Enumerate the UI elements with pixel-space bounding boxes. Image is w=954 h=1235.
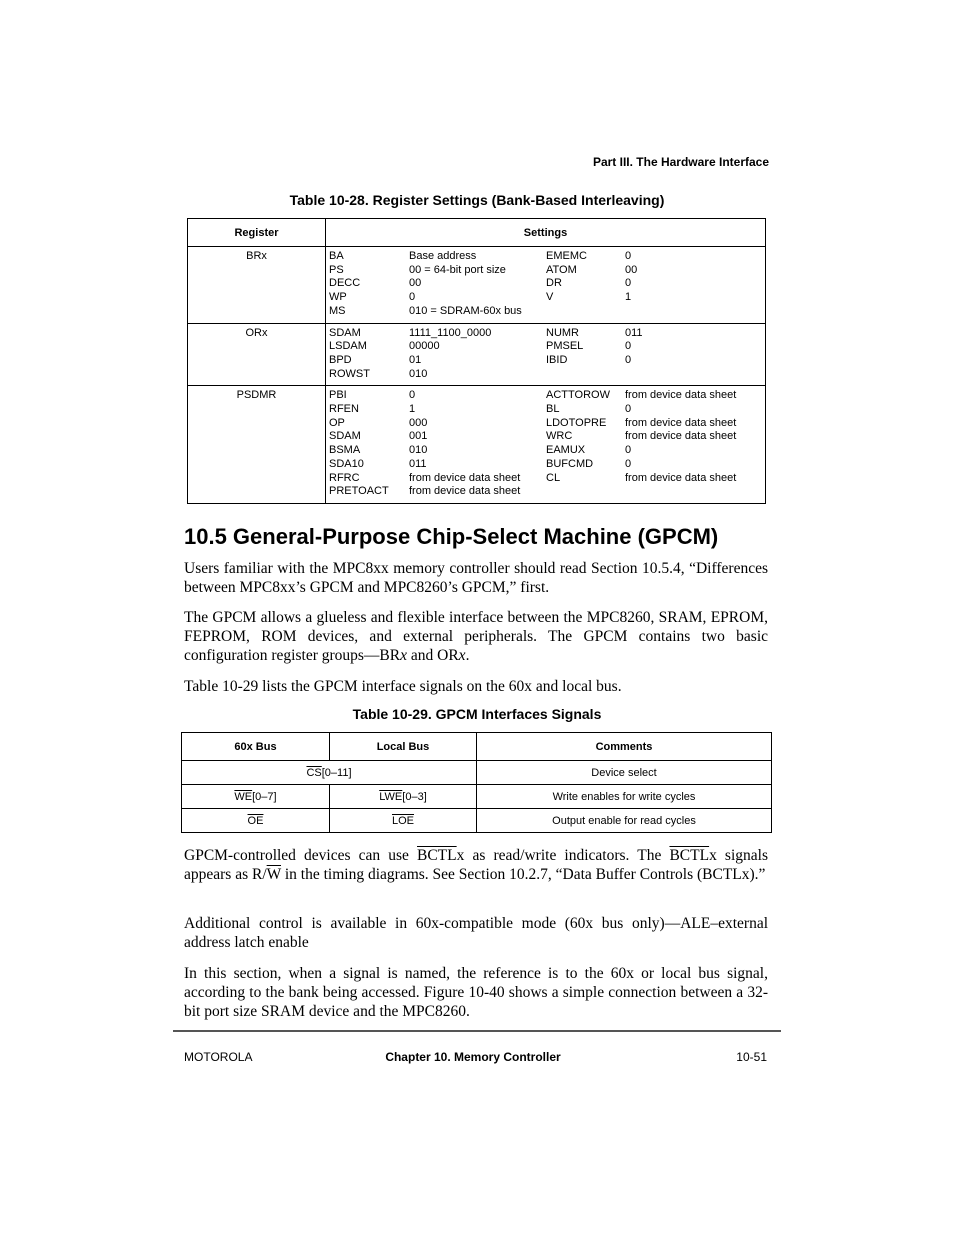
field-value: from device data sheet <box>409 485 521 498</box>
column-header-60x-bus: 60x Bus <box>182 733 330 761</box>
paragraph-gpcm-description <box>184 608 768 665</box>
gpcm-signals-table <box>181 732 772 833</box>
field-name: RFRC <box>329 471 360 484</box>
field-name: V <box>546 291 554 304</box>
table-row <box>182 785 772 809</box>
field-name: BA <box>329 250 344 262</box>
field-name: PMSEL <box>546 340 584 353</box>
section-heading: 10.5 General-Purpose Chip-Select Machine (GPCM) <box>184 524 719 549</box>
field-value: from device data sheet <box>625 471 737 484</box>
table-29-caption: Table 10-29. GPCM Interfaces Signals <box>352 706 602 722</box>
field-value: 001 <box>409 430 428 443</box>
field-name: ATOM <box>546 263 577 276</box>
comment-cell: Write enables for write cycles <box>477 785 772 809</box>
field-name: IBID <box>546 353 568 366</box>
field-value: 00 <box>409 277 422 290</box>
field-name: SDAM <box>329 430 361 443</box>
footer-page-number: 10-51 <box>736 1050 767 1064</box>
signal-cell <box>182 785 330 809</box>
paragraph-signal-naming: In this section, when a signal is named, the reference is to the 60x or local bus signal, according to the bank being accessed. Figure 10-40 shows a simple connection between a 32-bit port size SRAM device and the MPC8260. <box>184 965 768 1020</box>
italic-x: x <box>400 647 407 664</box>
column-header-comments: Comments <box>477 733 772 761</box>
field-value: from device data sheet <box>409 471 521 484</box>
field-value: Base address <box>409 250 477 262</box>
field-value: 1111_1100_0000 <box>409 326 492 339</box>
settings-grid <box>326 389 765 499</box>
paragraph-table-reference: Table 10-29 lists the GPCM interface signals on the 60x and local bus. <box>184 678 622 695</box>
settings-grid <box>326 327 765 382</box>
field-name: BL <box>546 403 560 416</box>
field-value: 010 <box>409 367 428 380</box>
field-name: BUFCMD <box>546 457 594 470</box>
field-value: 01 <box>409 353 422 366</box>
paragraph-intro: Users familiar with the MPC8xx memory controller should read Section 10.5.4, “Differences between MPC8xx’s GPCM and MPC8260’s GPCM,” first. <box>184 560 768 596</box>
signal-loe: $\overline{LOE}$ <box>391 814 414 827</box>
paragraph-text: x as read/write indicators. The <box>456 847 670 864</box>
field-name: PRETOACT <box>329 485 389 498</box>
field-value <box>625 305 765 319</box>
signal-cell <box>182 761 477 785</box>
field-value: 0 <box>625 457 632 470</box>
signal-suffix: [0–3] <box>402 790 427 803</box>
field-name: RFEN <box>329 403 359 416</box>
field-name: LDOTOPRE <box>546 416 607 429</box>
register-name: PSDMR <box>188 386 326 504</box>
register-name: BRx <box>188 247 326 324</box>
field-value: 000 <box>409 416 428 429</box>
italic-x: x <box>458 647 466 664</box>
footer-divider <box>173 1030 781 1032</box>
table-header-row <box>188 219 766 247</box>
field-name: NUMR <box>546 326 579 339</box>
signal-oe: $\overline{OE}$ <box>247 814 264 827</box>
register-settings-table <box>187 218 766 504</box>
table-header-row <box>182 733 772 761</box>
field-name: EMEMC <box>546 250 587 262</box>
signal-w: $\overline{W}$ <box>266 866 281 883</box>
column-header-register: Register <box>188 219 326 247</box>
table-body <box>188 247 766 504</box>
field-name: DECC <box>329 277 361 290</box>
field-value: 00000 <box>409 340 440 353</box>
field-value: 0 <box>625 403 632 416</box>
field-name: CL <box>546 471 561 484</box>
signal-cell <box>330 809 477 833</box>
running-header: Part III. The Hardware Interface <box>592 155 769 169</box>
field-value: 010 = SDRAM-60x bus <box>409 304 522 317</box>
paragraph-text: x signals appears as R/ <box>184 847 768 883</box>
table-28-caption: Table 10-28. Register Settings (Bank-Based Interleaving) <box>289 192 665 208</box>
field-name: WRC <box>546 430 573 443</box>
paragraph-text: and OR <box>407 647 459 664</box>
field-value: 0 <box>625 250 632 262</box>
field-value: 0 <box>409 389 416 402</box>
field-value <box>625 368 765 382</box>
footer-chapter: Chapter 10. Memory Controller <box>385 1050 561 1064</box>
column-header-local-bus: Local Bus <box>330 733 477 761</box>
field-value: 0 <box>625 340 632 353</box>
field-value: 1 <box>409 403 416 416</box>
field-value: from device data sheet <box>625 389 737 402</box>
signal-cs: $\overline{CS}$ <box>306 766 322 779</box>
field-value: from device data sheet <box>625 416 737 429</box>
field-value: 00 <box>625 263 638 276</box>
settings-cell <box>326 386 766 504</box>
field-value: 010 <box>409 444 428 457</box>
field-name: OP <box>329 416 345 429</box>
field-name: PBI <box>329 389 347 402</box>
comment-cell: Device select <box>477 761 772 785</box>
field-value: 011 <box>625 326 643 339</box>
table-row <box>182 809 772 833</box>
signal-suffix: [0–11] <box>321 766 352 779</box>
signal-cell <box>330 785 477 809</box>
paragraph-bctl <box>184 846 768 884</box>
signal-we: $\overline{WE}$ <box>234 790 253 803</box>
register-name: ORx <box>188 323 326 386</box>
field-value: from device data sheet <box>625 430 737 443</box>
column-header-settings: Settings <box>326 219 766 247</box>
field-value: 0 <box>625 353 632 366</box>
field-name: SDAM <box>329 326 361 339</box>
paragraph-text: . <box>465 647 470 664</box>
field-name: SDA10 <box>329 457 364 470</box>
paragraph-text: The GPCM allows a glueless and flexible interface between the MPC8260, SRAM, EPROM, FEPROM, ROM devices, and external peripherals. The GPCM contains two basic configuration register groups—BR <box>184 609 768 664</box>
field-name <box>546 305 625 319</box>
field-name: PS <box>329 263 344 276</box>
signal-lwe: $\overline{LWE}$ <box>379 790 403 803</box>
footer-publisher: MOTOROLA <box>184 1050 253 1064</box>
paragraph-text: GPCM-controlled devices can use <box>184 847 417 864</box>
signal-bctl: BCTL <box>669 847 710 864</box>
field-name: BSMA <box>329 444 361 457</box>
settings-cell <box>326 323 766 386</box>
field-name: ACTTOROW <box>546 389 610 402</box>
field-name: BPD <box>329 353 352 366</box>
field-value: 00 = 64-bit port size <box>409 263 506 276</box>
field-name: LSDAM <box>329 340 367 353</box>
table-row <box>182 761 772 785</box>
signal-bctl: BCTL <box>417 847 457 864</box>
table-row <box>188 323 766 386</box>
field-value: 011 <box>409 457 427 470</box>
field-name: EAMUX <box>546 444 586 457</box>
field-name: ROWST <box>329 367 370 380</box>
table-row <box>188 386 766 504</box>
field-name: WP <box>329 291 347 304</box>
field-name <box>546 485 625 499</box>
signal-suffix: [0–7] <box>252 790 277 803</box>
settings-grid <box>326 250 765 319</box>
settings-cell <box>326 247 766 324</box>
field-value: 0 <box>409 291 416 304</box>
field-value: 1 <box>625 291 632 304</box>
paragraph-ale: Additional control is available in 60x-compatible mode (60x bus only)—ALE–external address latch enable <box>184 915 768 951</box>
comment-cell: Output enable for read cycles <box>477 809 772 833</box>
field-value: 0 <box>625 444 632 457</box>
signal-cell <box>182 809 330 833</box>
paragraph-text: in the timing diagrams. See Section 10.2.7, “Data Buffer Controls (BCTLx).” <box>281 866 766 883</box>
table-row <box>188 247 766 324</box>
field-name: DR <box>546 277 562 290</box>
field-name <box>546 368 625 382</box>
field-name: MS <box>329 304 346 317</box>
field-value <box>625 485 765 499</box>
field-value: 0 <box>625 277 632 290</box>
